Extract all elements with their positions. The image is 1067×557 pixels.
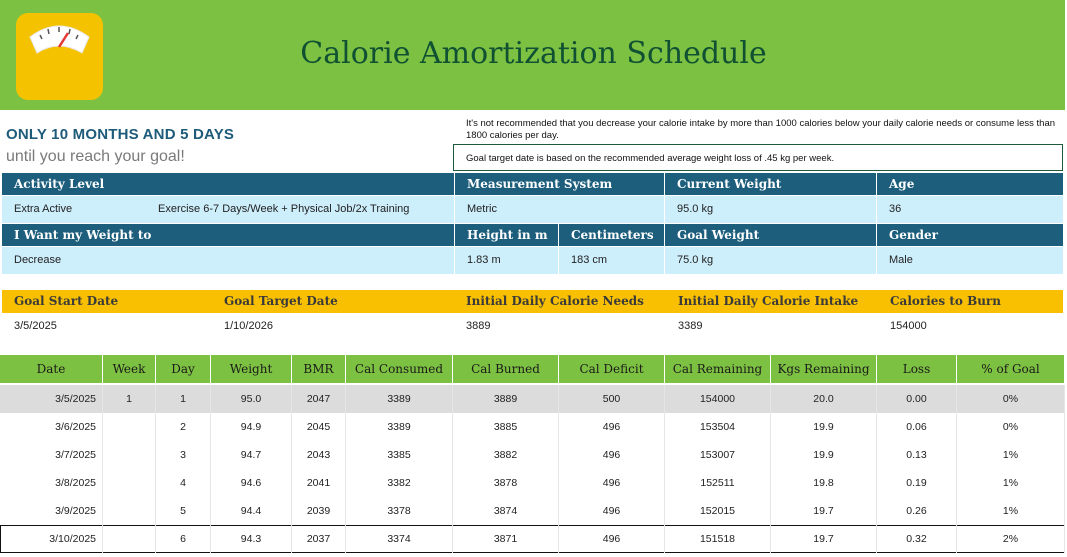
weight-direction-input[interactable]: Decrease bbox=[2, 247, 454, 274]
target-date-note[interactable]: Goal target date is based on the recommended average weight loss of .45 kg per week. bbox=[453, 144, 1063, 171]
table-cell[interactable] bbox=[103, 497, 156, 525]
column-header-cal-deficit[interactable]: Cal Deficit bbox=[559, 355, 665, 383]
column-header-day[interactable]: Day bbox=[156, 355, 211, 383]
calorie-needs-label: Initial Daily Calorie Needs bbox=[454, 290, 666, 313]
table-row[interactable] bbox=[0, 441, 1065, 469]
table-row[interactable] bbox=[0, 469, 1065, 497]
table-cell[interactable]: 19.7 bbox=[771, 497, 877, 525]
table-cell[interactable]: 500 bbox=[559, 385, 665, 413]
table-row[interactable] bbox=[0, 497, 1065, 525]
table-cell[interactable]: 2 bbox=[156, 413, 211, 441]
column-header-bmr[interactable]: BMR bbox=[292, 355, 346, 383]
gender-input[interactable]: Male bbox=[877, 247, 1063, 274]
column-header-cal-consumed[interactable]: Cal Consumed bbox=[346, 355, 453, 383]
table-cell[interactable]: 2045 bbox=[292, 413, 346, 441]
table-cell[interactable]: 153504 bbox=[665, 413, 771, 441]
table-cell[interactable]: 94.9 bbox=[211, 413, 292, 441]
table-cell[interactable]: 19.7 bbox=[771, 525, 877, 553]
table-row[interactable] bbox=[0, 525, 1065, 553]
table-cell[interactable]: 3874 bbox=[453, 497, 559, 525]
goal-target-label: Goal Target Date bbox=[212, 290, 454, 313]
table-cell[interactable]: 3/5/2025 bbox=[0, 385, 103, 413]
calorie-needs-value: 3889 bbox=[466, 320, 491, 332]
scale-icon bbox=[16, 13, 103, 100]
table-cell[interactable]: 3374 bbox=[346, 525, 453, 553]
table-cell[interactable]: 19.8 bbox=[771, 469, 877, 497]
recommendation-note: It's not recommended that you decrease your calorie intake by more than 1000 calories below your daily calorie needs or consume less than 1800 calories per day. bbox=[466, 118, 1056, 141]
table-cell[interactable]: 0% bbox=[957, 385, 1065, 413]
column-header-kgs-remaining[interactable]: Kgs Remaining bbox=[771, 355, 877, 383]
column-header-date[interactable]: Date bbox=[0, 355, 103, 383]
schedule-table-header bbox=[0, 355, 1065, 383]
table-cell[interactable]: 1% bbox=[957, 441, 1065, 469]
table-cell[interactable]: 3885 bbox=[453, 413, 559, 441]
height-input[interactable]: 1.83 m bbox=[455, 247, 558, 274]
activity-level-label: Activity Level bbox=[2, 173, 454, 195]
table-cell[interactable]: 1 bbox=[103, 385, 156, 413]
measurement-input[interactable]: Metric bbox=[455, 196, 664, 223]
table-cell[interactable]: 3/6/2025 bbox=[0, 413, 103, 441]
table-cell[interactable]: 2% bbox=[957, 525, 1065, 553]
table-cell[interactable]: 154000 bbox=[665, 385, 771, 413]
table-row[interactable] bbox=[0, 413, 1065, 441]
gender-label: Gender bbox=[877, 224, 1063, 246]
weight-direction-label: I Want my Weight to bbox=[2, 224, 454, 246]
table-cell[interactable]: 3/7/2025 bbox=[0, 441, 103, 469]
centimeters-label: Centimeters bbox=[559, 224, 664, 246]
current-weight-input[interactable]: 95.0 kg bbox=[665, 196, 876, 223]
table-cell[interactable]: 3878 bbox=[453, 469, 559, 497]
page-title: Calorie Amortization Schedule bbox=[300, 36, 767, 71]
table-cell[interactable]: 2047 bbox=[292, 385, 346, 413]
table-cell[interactable]: 496 bbox=[559, 413, 665, 441]
column-header-week[interactable]: Week bbox=[103, 355, 156, 383]
table-cell[interactable]: 2041 bbox=[292, 469, 346, 497]
table-cell[interactable] bbox=[103, 441, 156, 469]
table-cell[interactable]: 94.6 bbox=[211, 469, 292, 497]
activity-level-input[interactable] bbox=[2, 196, 454, 223]
table-cell[interactable]: 496 bbox=[559, 497, 665, 525]
goal-start-input[interactable]: 3/5/2025 bbox=[14, 320, 57, 332]
age-input[interactable]: 36 bbox=[877, 196, 1063, 223]
months-remaining: ONLY 10 MONTHS AND 5 DAYS bbox=[6, 126, 235, 143]
table-cell[interactable]: 3/9/2025 bbox=[0, 497, 103, 525]
table-cell[interactable]: 2039 bbox=[292, 497, 346, 525]
table-cell[interactable] bbox=[103, 413, 156, 441]
table-cell[interactable] bbox=[103, 469, 156, 497]
table-cell[interactable]: 3389 bbox=[346, 413, 453, 441]
table-cell[interactable]: 3 bbox=[156, 441, 211, 469]
goal-weight-input[interactable]: 75.0 kg bbox=[665, 247, 876, 274]
table-cell[interactable]: 152511 bbox=[665, 469, 771, 497]
current-weight-label: Current Weight bbox=[665, 173, 876, 195]
table-cell[interactable]: 94.4 bbox=[211, 497, 292, 525]
table-cell[interactable]: 6 bbox=[156, 525, 211, 553]
table-cell[interactable]: 1 bbox=[156, 385, 211, 413]
table-row[interactable] bbox=[0, 385, 1065, 413]
table-cell[interactable]: 3889 bbox=[453, 385, 559, 413]
column-header-weight[interactable]: Weight bbox=[211, 355, 292, 383]
table-cell[interactable]: 3882 bbox=[453, 441, 559, 469]
table-cell[interactable]: 0.13 bbox=[877, 441, 957, 469]
measurement-label: Measurement System bbox=[455, 173, 664, 195]
goal-target-value: 1/10/2026 bbox=[224, 320, 273, 332]
table-cell[interactable]: 3389 bbox=[346, 385, 453, 413]
calorie-intake-label: Initial Daily Calorie Intake bbox=[666, 290, 878, 313]
table-cell[interactable]: 4 bbox=[156, 469, 211, 497]
column-header--of-goal[interactable]: % of Goal bbox=[957, 355, 1065, 383]
table-cell[interactable]: 94.3 bbox=[211, 525, 292, 553]
calories-to-burn-value: 154000 bbox=[890, 320, 927, 332]
table-cell[interactable]: 2043 bbox=[292, 441, 346, 469]
table-cell[interactable]: 2037 bbox=[292, 525, 346, 553]
table-cell[interactable]: 3/8/2025 bbox=[0, 469, 103, 497]
table-cell[interactable]: 0.19 bbox=[877, 469, 957, 497]
table-cell[interactable]: 5 bbox=[156, 497, 211, 525]
goal-weight-label: Goal Weight bbox=[665, 224, 876, 246]
column-header-cal-remaining[interactable]: Cal Remaining bbox=[665, 355, 771, 383]
table-cell[interactable]: 19.9 bbox=[771, 441, 877, 469]
activity-level-value: Extra Active bbox=[14, 203, 73, 215]
goal-start-label: Goal Start Date bbox=[2, 290, 212, 313]
table-cell[interactable]: 3378 bbox=[346, 497, 453, 525]
calorie-intake-value: 3389 bbox=[678, 320, 703, 332]
table-cell[interactable]: 151518 bbox=[665, 525, 771, 553]
table-cell[interactable]: 1% bbox=[957, 497, 1065, 525]
table-cell[interactable] bbox=[103, 525, 156, 553]
table-cell[interactable]: 3385 bbox=[346, 441, 453, 469]
table-cell[interactable]: 152015 bbox=[665, 497, 771, 525]
table-cell[interactable]: 0% bbox=[957, 413, 1065, 441]
calories-to-burn-label: Calories to Burn bbox=[878, 290, 1063, 313]
table-cell[interactable]: 20.0 bbox=[771, 385, 877, 413]
table-cell[interactable]: 0.26 bbox=[877, 497, 957, 525]
table-cell[interactable]: 496 bbox=[559, 441, 665, 469]
height-label: Height in m bbox=[455, 224, 558, 246]
table-cell[interactable]: 3871 bbox=[453, 525, 559, 553]
table-cell[interactable]: 496 bbox=[559, 525, 665, 553]
table-cell[interactable]: 153007 bbox=[665, 441, 771, 469]
table-cell[interactable]: 496 bbox=[559, 469, 665, 497]
column-header-loss[interactable]: Loss bbox=[877, 355, 957, 383]
table-cell[interactable]: 1% bbox=[957, 469, 1065, 497]
centimeters-value: 183 cm bbox=[559, 247, 664, 274]
activity-level-description: Exercise 6-7 Days/Week + Physical Job/2x Training bbox=[158, 203, 410, 215]
table-cell[interactable]: 19.9 bbox=[771, 413, 877, 441]
table-cell[interactable]: 0.06 bbox=[877, 413, 957, 441]
table-cell[interactable]: 3382 bbox=[346, 469, 453, 497]
table-cell[interactable]: 0.00 bbox=[877, 385, 957, 413]
table-cell[interactable]: 95.0 bbox=[211, 385, 292, 413]
table-cell[interactable]: 3/10/2025 bbox=[0, 525, 103, 553]
column-header-cal-burned[interactable]: Cal Burned bbox=[453, 355, 559, 383]
table-cell[interactable]: 94.7 bbox=[211, 441, 292, 469]
age-label: Age bbox=[877, 173, 1063, 195]
until-goal-text: until you reach your goal! bbox=[6, 148, 185, 165]
table-cell[interactable]: 0.32 bbox=[877, 525, 957, 553]
